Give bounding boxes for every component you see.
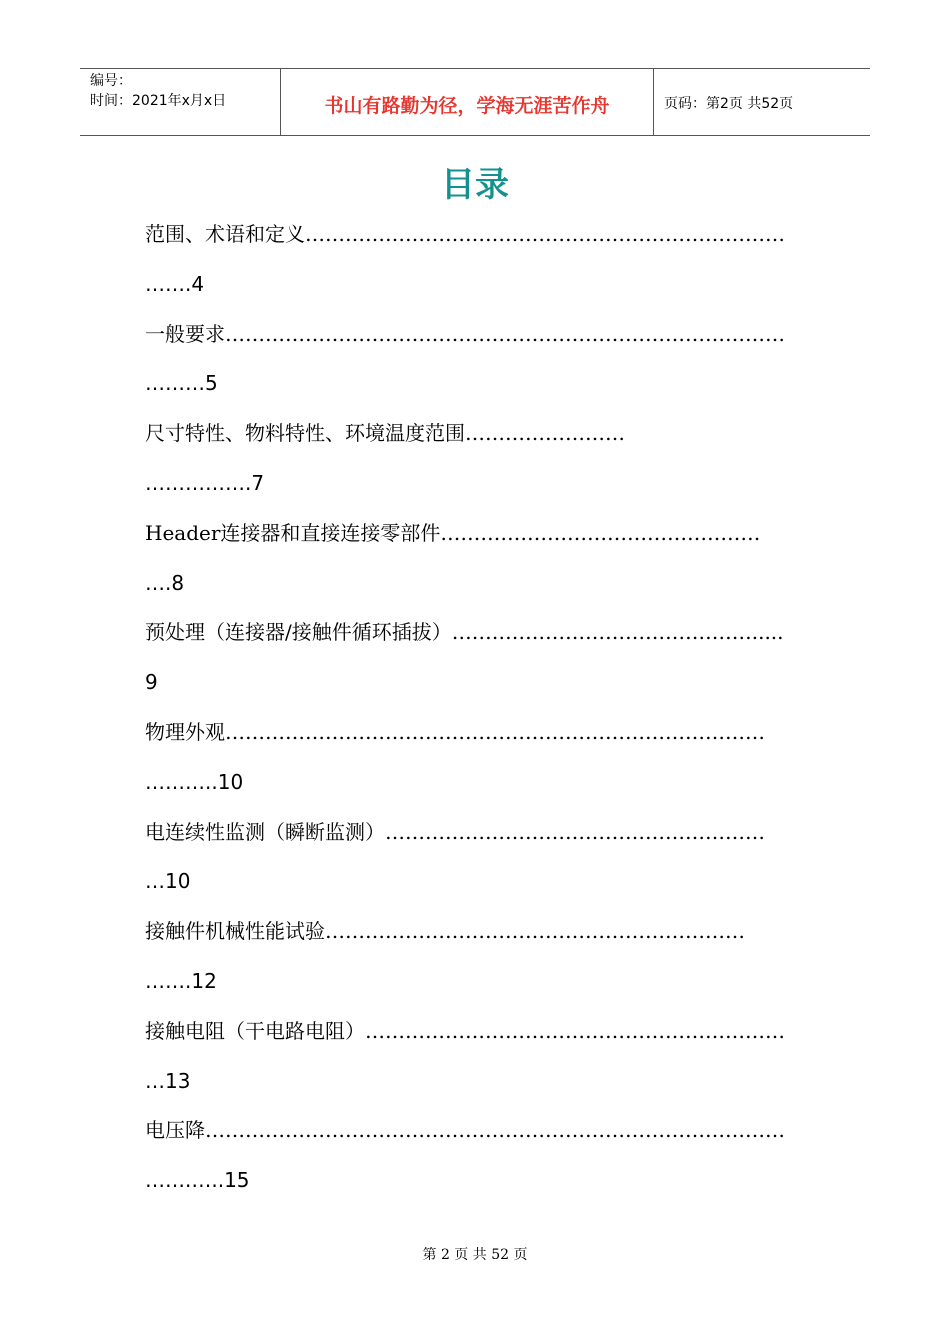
toc-entry-title[interactable]: 物理外观……………………………………………………………………… [145,719,765,744]
header-page-info: 页码：第2页 共52页 [664,96,794,112]
toc-entry-page[interactable]: ………..10 [145,769,244,794]
toc-entry-page[interactable]: …….…..15 [145,1168,250,1193]
toc-entry-page[interactable]: …….12 [145,968,217,993]
toc-entry-page[interactable]: …………….7 [145,470,265,495]
toc-entry-page[interactable]: 9 [145,670,158,695]
toc-entry-page[interactable]: …….4 [145,271,205,296]
toc-entry-title[interactable]: Header连接器和直接连接零部件………………………………………… [145,520,761,545]
toc-entry-page[interactable]: ….8 [145,570,185,595]
toc-entry-page[interactable]: …13 [145,1068,191,1093]
toc-entry-title[interactable]: 尺寸特性、物料特性、环境温度范围…………………… [145,421,625,446]
header-table [80,68,870,136]
toc-entry-page[interactable]: …10 [145,869,191,894]
document-time-label: 时间：2021年x月x日 [90,93,227,109]
toc-entry-title[interactable]: 电压降…………………………………………………………………………… [145,1118,785,1143]
toc-entry-title[interactable]: 范围、术语和定义……………………………………………………………… [145,222,785,246]
toc-entry-title[interactable]: 一般要求………………………………………………………………………… [145,321,785,346]
header-motto: 书山有路勤为径，学海无涯苦作舟 [281,69,654,135]
header-meta [80,69,281,135]
toc-entry-title[interactable]: 电连续性监测（瞬断监测）………………………………………………… [145,819,765,844]
document-number-label: 编号： [90,73,132,89]
page-title: 目录 [441,165,509,205]
toc-entry-title[interactable]: 预处理（连接器/接触件循环插拔）………………………………………..... [145,620,784,645]
toc-entry-title[interactable]: 接触电阻（干电路电阻）……………………………………………………… [145,1018,785,1043]
toc-entry-title[interactable]: 接触件机械性能试验……………………………………………………… [145,919,745,944]
toc-entry-page[interactable]: ………5 [145,371,218,396]
page-footer: 第 2 页 共 52 页 [422,1247,528,1263]
table-of-contents [145,210,825,1206]
